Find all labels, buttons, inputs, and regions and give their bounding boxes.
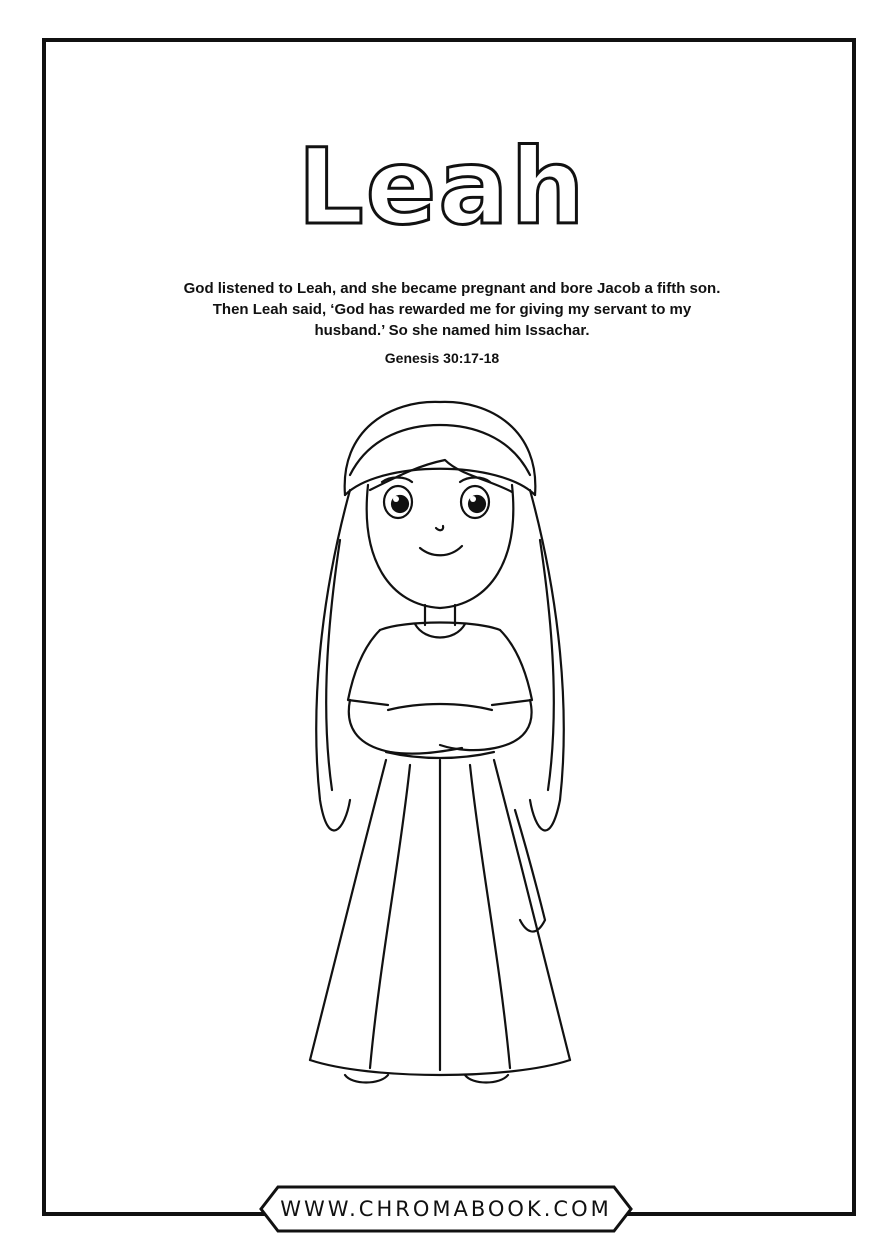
verse-reference: Genesis 30:17-18 <box>384 350 500 366</box>
leah-coloring-figure-icon <box>240 380 640 1100</box>
bible-verse-text: God listened to Leah, and she became pregnant and bore Jacob a fifth son. Then Leah said, ‘God has rewarded me for giving my servant to my husband.’ So she named him Issachar. <box>183 280 721 339</box>
footer-url[interactable]: WWW.CHROMABOOK.COM <box>280 1197 612 1221</box>
page-title: Leah <box>297 126 587 248</box>
